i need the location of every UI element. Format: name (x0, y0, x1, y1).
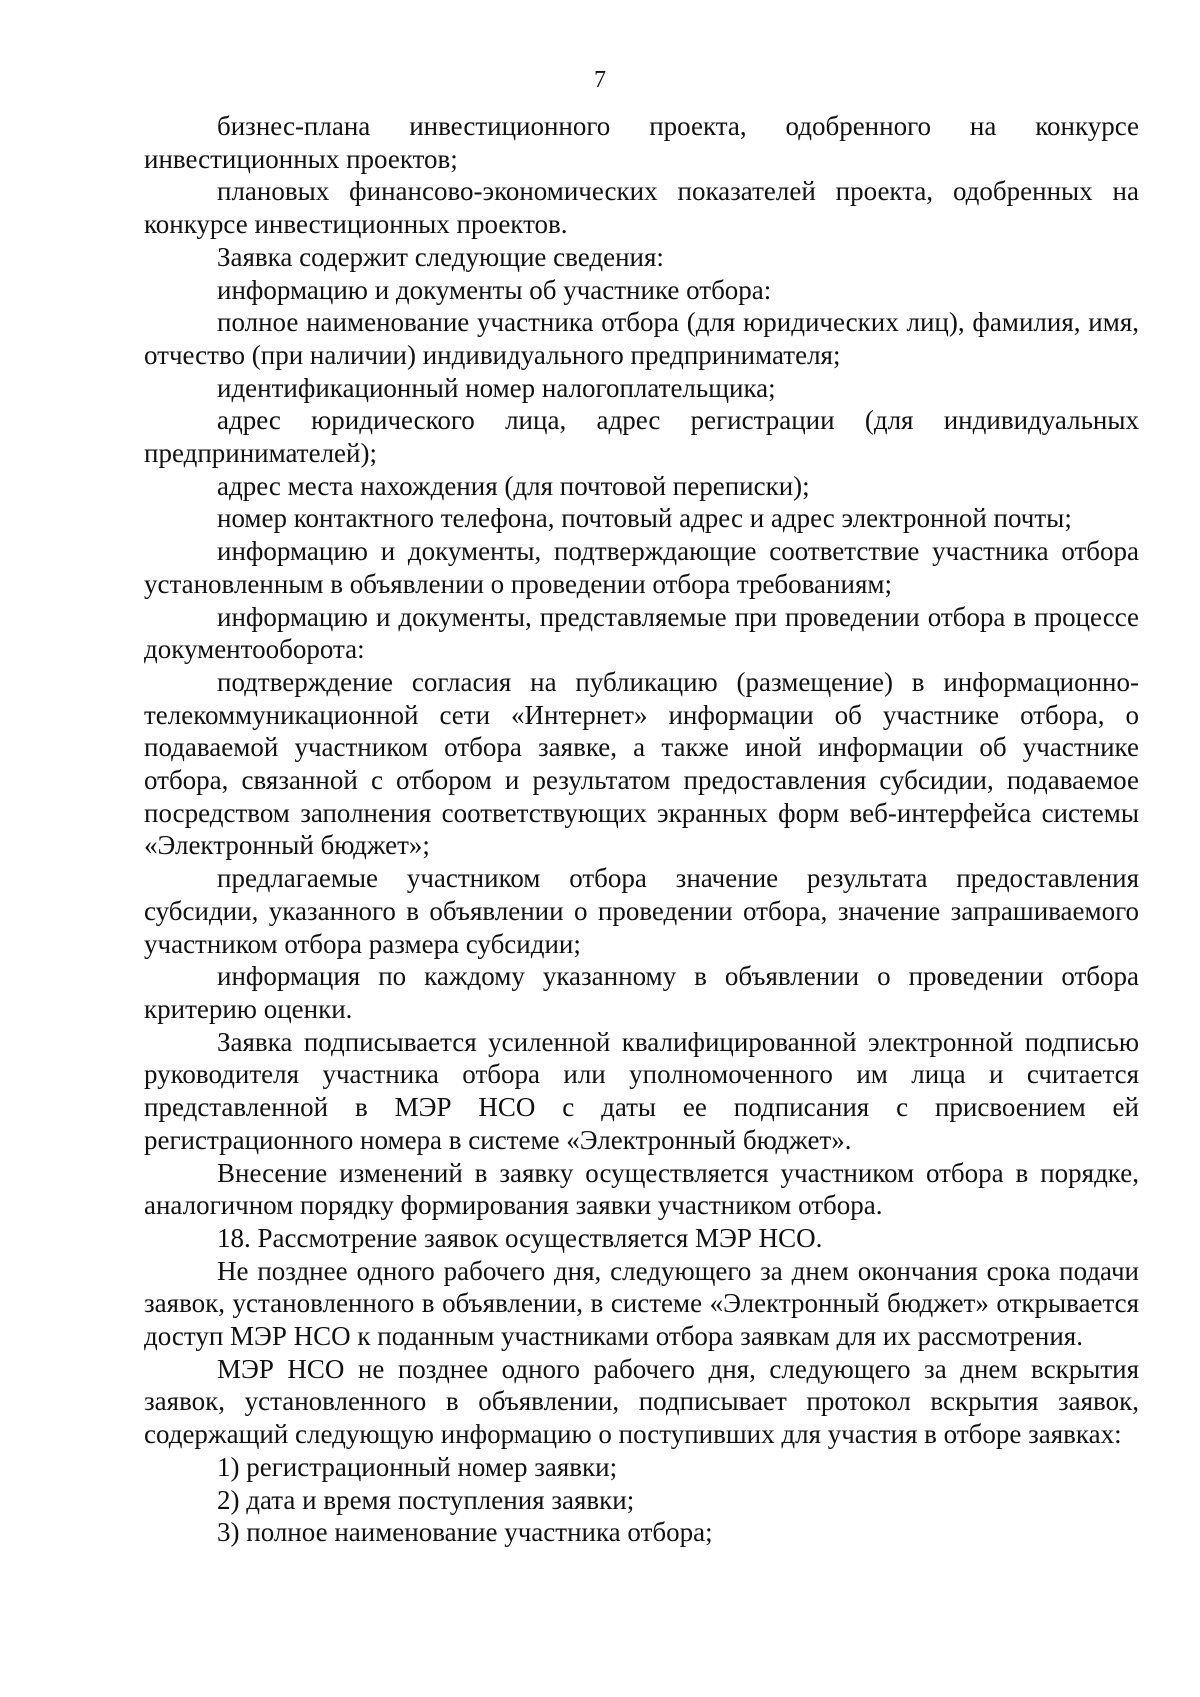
paragraph: информацию и документы об участнике отбора: (217, 274, 772, 305)
page-number: 7 (594, 67, 606, 93)
paragraph: Внесение изменений в заявку осуществляется участником отбора в порядке, аналогичном порядку формирования заявки участником отбора. (144, 1157, 1139, 1221)
paragraph: плановых финансово-экономических показателей проекта, одобренных на конкурсе инвестиционных проектов. (144, 176, 1139, 240)
paragraph: номер контактного телефона, почтовый адрес и адрес электронной почты; (217, 503, 1072, 534)
list-item: 3) полное наименование участника отбора; (217, 1517, 713, 1548)
paragraph: адрес юридического лица, адрес регистрации (для индивидуальных предпринимателей); (144, 405, 1139, 469)
paragraph: Заявка подписывается усиленной квалифицированной электронной подписью руководителя участника отбора или уполномоченного им лица и считается представленной в МЭР НСО с даты ее подписания с присвоением ей регистрационного номера в системе «Электронный бюджет». (144, 1026, 1139, 1155)
paragraph: Не позднее одного рабочего дня, следующего за днем окончания срока подачи заявок, установленного в объявлении, в системе «Электронный бюджет» открывается доступ МЭР НСО к поданным участниками отбора заявкам для их рассмотрения. (144, 1255, 1139, 1352)
paragraph: идентификационный номер налогоплательщика; (217, 372, 776, 403)
paragraph: 18. Рассмотрение заявок осуществляется МЭР НСО. (217, 1222, 823, 1253)
paragraph: МЭР НСО не позднее одного рабочего дня, следующего за днем вскрытия заявок, установленного в объявлении, подписывает протокол вскрытия заявок, содержащий следующую информацию о поступивших для участия в отборе заявках: (144, 1353, 1139, 1450)
paragraph: информация по каждому указанному в объявлении о проведении отбора критерию оценки. (144, 961, 1139, 1024)
paragraph: Заявка содержит следующие сведения: (217, 241, 664, 272)
document-body (144, 110, 1139, 1549)
paragraph: информацию и документы, подтверждающие соответствие участника отбора установленным в объявлении о проведении отбора требованиям; (144, 536, 1139, 599)
paragraph: адрес места нахождения (для почтовой переписки); (217, 470, 810, 501)
paragraph: полное наименование участника отбора (для юридических лиц), фамилия, имя, отчество (при наличии) индивидуального предпринимателя; (144, 307, 1139, 370)
paragraph: предлагаемые участником отбора значение результата предоставления субсидии, указанного в объявлении о проведении отбора, значение запрашиваемого участником отбора размера субсидии; (144, 863, 1139, 959)
list-item: 1) регистрационный номер заявки; (217, 1451, 618, 1482)
paragraph: бизнес-плана инвестиционного проекта, одобренного на конкурсе инвестиционных проектов; (144, 111, 1139, 174)
paragraph: подтверждение согласия на публикацию (размещение) в информационно-телекоммуникационной сети «Интернет» информации об участнике отбора, о подаваемой участником отбора заявке, а также иной информации об участнике отбора, связанной с отбором и результатом предоставления субсидии, подаваемое посредством заполнения соответствующих экранных форм веб-интерфейса системы «Электронный бюджет»; (144, 666, 1139, 861)
list-item: 2) дата и время поступления заявки; (217, 1484, 635, 1515)
paragraph: информацию и документы, представляемые при проведении отбора в процессе документооборота: (144, 601, 1139, 665)
